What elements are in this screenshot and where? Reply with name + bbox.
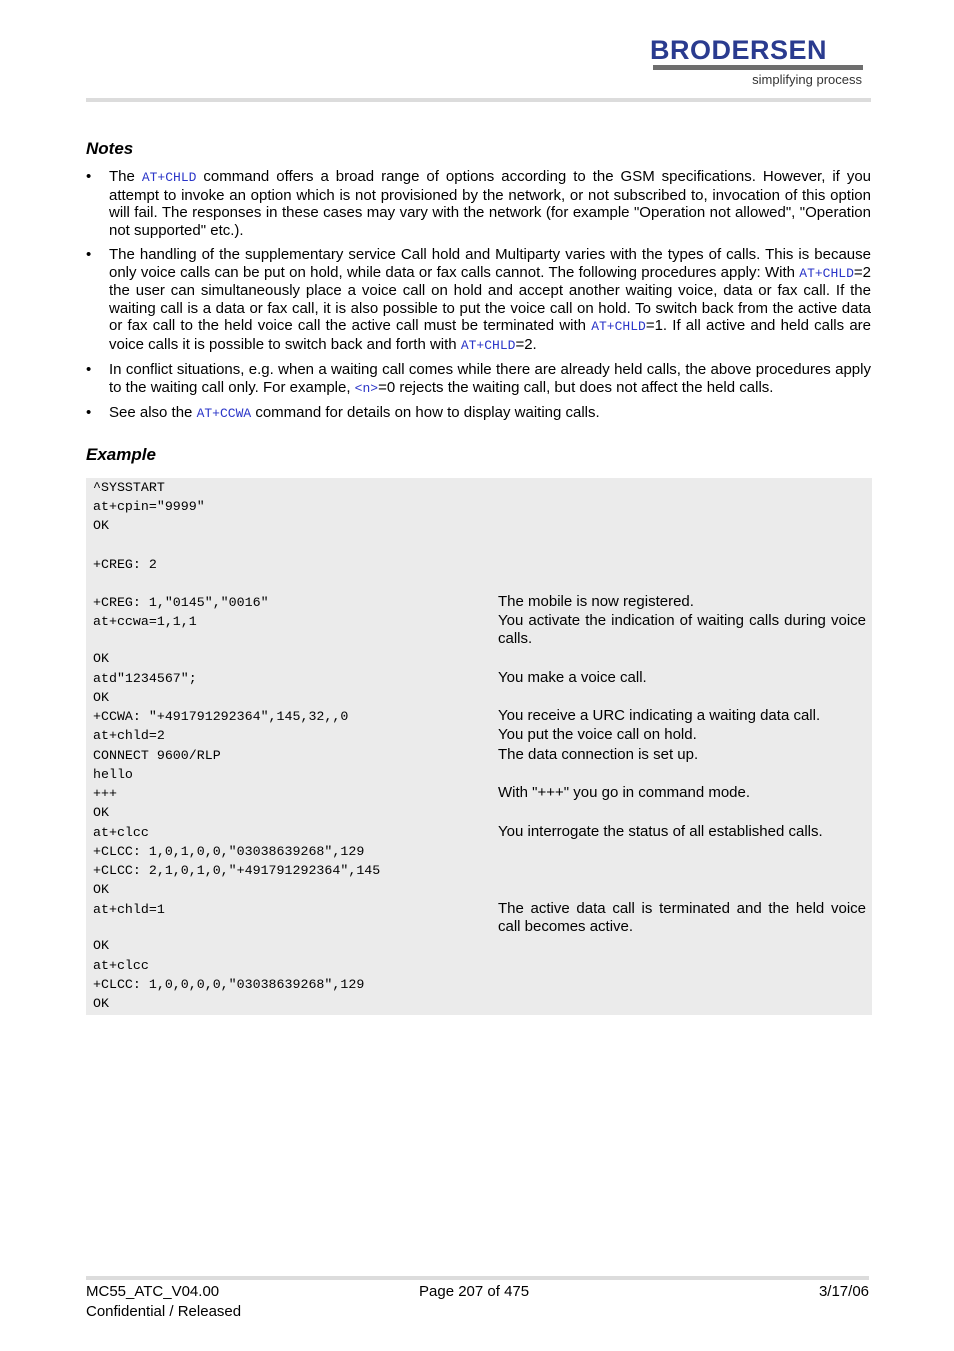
command-reference: AT+CCWA: [196, 406, 252, 421]
note-text: command for details on how to display waiting calls.: [251, 404, 600, 421]
command-reference: AT+CHLD: [141, 170, 197, 185]
code-line: +++: [93, 786, 117, 801]
code-line: at+chld=2: [93, 728, 165, 743]
example-comment: With "+++" you go in command mode.: [498, 784, 751, 801]
note-item: [86, 361, 871, 397]
note-text: =1. If all active and held calls are voice calls it is possible to switch back and forth with: [109, 317, 871, 353]
example-comment: You put the voice call on hold.: [498, 726, 697, 743]
code-line: OK: [93, 882, 109, 897]
bullet-icon: •: [86, 168, 92, 185]
note-text: =2.: [515, 335, 537, 353]
code-line: +CLCC: 1,0,1,0,0,"03038639268",129: [93, 844, 365, 859]
example-comment: You interrogate the status of all established calls.: [498, 823, 823, 840]
code-line: at+clcc: [93, 958, 149, 973]
code-line: OK: [93, 518, 109, 533]
bullet-icon: •: [86, 404, 92, 421]
note-text: =0 rejects the waiting call, but does not affect the held calls.: [378, 378, 774, 396]
logo-wordmark: BRODERSEN: [650, 35, 828, 65]
example-comment: You activate the indication of waiting calls during voice calls.: [498, 612, 866, 647]
note-text: In conflict situations, e.g. when a waiting call comes while there are already held calls, the above procedures apply to the waiting call only. For example,: [109, 361, 871, 396]
code-line: OK: [93, 690, 109, 705]
code-line: at+ccwa=1,1,1: [93, 614, 197, 629]
code-line: CONNECT 9600/RLP: [93, 748, 221, 763]
code-line: at+cpin="9999": [93, 499, 205, 514]
footer-date: 3/17/06: [818, 1283, 869, 1300]
code-line: OK: [93, 996, 109, 1011]
command-reference: <n>: [354, 380, 379, 396]
code-line: +CLCC: 1,0,0,0,0,"03038639268",129: [93, 977, 365, 992]
logo-tagline: simplifying process: [752, 72, 862, 87]
notes-heading: Notes: [86, 139, 134, 158]
code-line: +CLCC: 2,1,0,1,0,"+491791292364",145: [93, 863, 381, 878]
command-reference: AT+CHLD: [799, 265, 854, 281]
note-item: [86, 168, 871, 239]
note-text: The handling of the supplementary service Call hold and Multiparty varies with the types of calls. This is because only voice calls can be put on hold, while data or fax calls cannot. The following procedures apply: With: [109, 246, 871, 281]
command-reference: AT+CHLD: [460, 337, 516, 353]
example-comment: The mobile is now registered.: [498, 593, 694, 610]
bullet-icon: •: [86, 361, 92, 378]
example-comment: You make a voice call.: [498, 669, 647, 686]
code-line: +CREG: 2: [93, 557, 157, 572]
example-heading: Example: [86, 445, 156, 464]
code-line: +CREG: 1,"0145","0016": [93, 595, 269, 610]
bullet-icon: •: [86, 246, 92, 263]
note-text: The: [109, 168, 142, 185]
code-line: hello: [93, 767, 133, 782]
code-line: at+clcc: [93, 825, 149, 840]
footer-doc-id: MC55_ATC_V04.00: [86, 1283, 220, 1300]
code-line: OK: [93, 938, 109, 953]
notes-list: [86, 168, 871, 430]
code-line: OK: [93, 805, 109, 820]
footer-page-number: Page 207 of 475: [419, 1283, 530, 1300]
logo-bar: [653, 65, 863, 70]
example-comment: The data connection is set up.: [498, 746, 699, 763]
example-comment: The active data call is terminated and the held voice call becomes active.: [498, 900, 866, 935]
code-line: atd"1234567";: [93, 671, 197, 686]
note-item: [86, 246, 871, 354]
code-line: OK: [93, 651, 109, 666]
command-reference: AT+CHLD: [591, 319, 646, 334]
brodersen-logo: [650, 36, 866, 90]
code-line: +CCWA: "+491791292364",145,32,,0: [93, 709, 349, 724]
note-item: [86, 404, 871, 423]
note-text: See also the: [109, 404, 197, 421]
note-text: =2 the user can simultaneously place a voice call on hold and accept another waiting voice, data or fax call. If the waiting call is a data or fax call, it is also possible to put the voice call on hold. To switch back from the active data or fax call to the held voice call the active call must be terminated with: [109, 263, 871, 334]
footer-status: Confidential / Released: [86, 1303, 242, 1320]
example-code-block: [86, 478, 872, 1015]
code-line: ^SYSSTART: [93, 480, 165, 495]
note-text: command offers a broad range of options according to the GSM specifications. However, if you attempt to invoke an option which is not provisioned by the network, or not subscribed to, invocation of this option will fail. The responses in these cases may vary with the network (for example "Operation not allowed", "Operation not supported" etc.).: [109, 168, 872, 239]
example-comment: You receive a URC indicating a waiting data call.: [498, 707, 821, 724]
code-line: at+chld=1: [93, 902, 165, 917]
footer-divider: [86, 1276, 869, 1280]
header-divider: [86, 98, 871, 102]
